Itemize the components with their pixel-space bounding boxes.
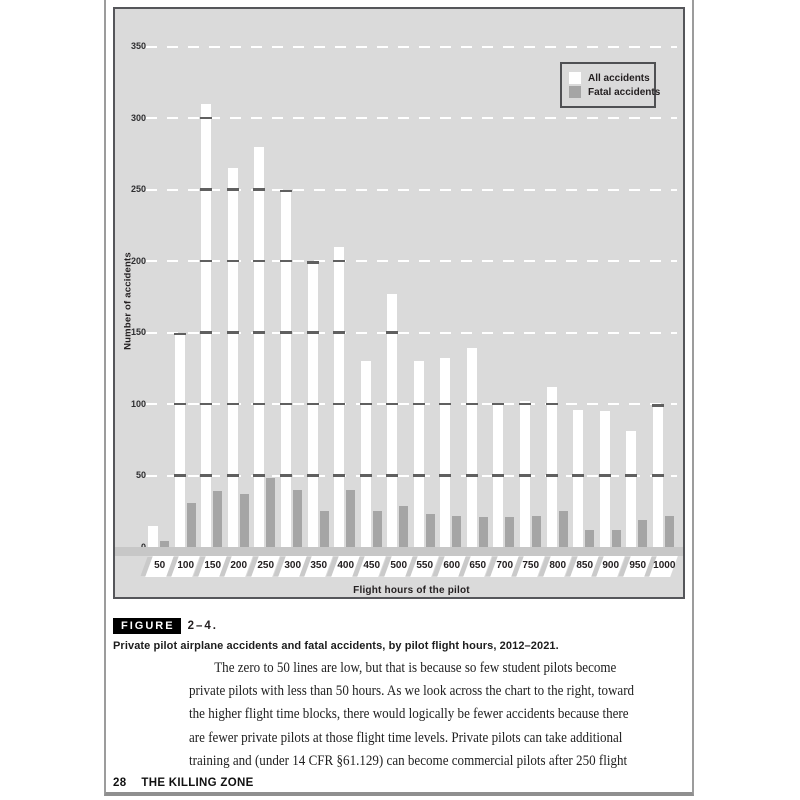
gridline-tick-on-bar: [200, 260, 212, 263]
bar-fatal-accidents-350: [320, 511, 329, 547]
gridline-tick-on-bar: [253, 474, 265, 477]
gridline-tick-on-bar: [492, 403, 504, 406]
x-tick-label-100: 100: [177, 560, 195, 571]
bar-fatal-accidents-450: [373, 511, 382, 547]
bar-all-accidents-450: [361, 361, 371, 547]
x-tick-tab-750: [517, 556, 546, 577]
gridline-tick-on-bar: [333, 331, 345, 334]
bar-all-accidents-400: [334, 247, 344, 547]
gridline-tick-on-bar: [572, 474, 584, 477]
x-tick-tab-400: [331, 556, 360, 577]
x-tick-tab-700: [490, 556, 519, 577]
chart-figure: [113, 7, 685, 599]
chart-legend: [560, 62, 661, 108]
x-tick-tab-500: [384, 556, 413, 577]
gridline-tick-on-bar: [546, 474, 558, 477]
gridline-tick-on-bar: [360, 403, 372, 406]
x-tick-label-400: 400: [336, 560, 354, 571]
gridline-tick-on-bar: [280, 260, 292, 263]
body-text-line: the higher flight time blocks, there would logically be fewer accidents because there: [189, 706, 629, 723]
gridline-tick-on-bar: [333, 260, 345, 263]
bar-fatal-accidents-250: [266, 478, 275, 547]
gridline-tick-on-bar: [280, 403, 292, 406]
figure-caption: Private pilot airplane accidents and fatal accidents, by pilot flight hours, 2012–2021.: [113, 640, 559, 652]
page-number: 28: [113, 777, 127, 789]
bar-all-accidents-250: [254, 147, 264, 547]
gridline-tick-on-bar: [307, 331, 319, 334]
legend-item-all-accidents: [569, 72, 648, 84]
x-tick-tab-1000: [649, 556, 678, 577]
x-tick-label-300: 300: [283, 560, 301, 571]
x-tick-label-500: 500: [390, 560, 407, 571]
bar-all-accidents-350: [308, 261, 318, 547]
x-tick-label-750: 750: [522, 560, 540, 571]
gridline-tick-on-bar: [307, 261, 319, 264]
x-tick-label-550: 550: [416, 560, 434, 571]
gridline-tick-on-bar: [200, 474, 212, 477]
page-footer: [113, 777, 254, 789]
x-axis-tab-row: [146, 556, 677, 577]
book-page: [104, 0, 694, 796]
figure-number: 2–4.: [187, 620, 218, 632]
y-tick-label-100: 100: [130, 398, 146, 409]
bar-fatal-accidents-950: [638, 520, 647, 547]
bar-fatal-accidents-700: [505, 517, 514, 547]
x-tick-label-200: 200: [230, 560, 248, 571]
gridline-tick-on-bar: [519, 403, 531, 406]
gridline-tick-on-bar: [519, 474, 531, 477]
x-tick-tab-100: [171, 556, 200, 577]
x-tick-tab-550: [410, 556, 439, 577]
gridline-tick-on-bar: [439, 474, 451, 477]
gridline-tick-on-bar: [200, 403, 212, 406]
baseline-floor-band: [115, 547, 683, 556]
bar-all-accidents-800: [547, 387, 557, 547]
bar-all-accidents-50: [148, 526, 158, 547]
gridline-tick-on-bar: [200, 117, 212, 120]
bar-fatal-accidents-150: [213, 491, 222, 547]
gridline-tick-on-bar: [253, 260, 265, 263]
bar-all-accidents-300: [281, 190, 291, 548]
bar-all-accidents-100: [175, 333, 185, 548]
x-tick-tab-600: [437, 556, 466, 577]
legend-item-fatal-accidents: [569, 86, 661, 98]
bar-fatal-accidents-100: [187, 503, 196, 547]
gridline-250: [146, 189, 677, 191]
gridline-tick-on-bar: [227, 403, 239, 406]
running-head: THE KILLING ZONE: [141, 777, 254, 789]
bar-all-accidents-650: [467, 348, 477, 547]
x-tick-tab-900: [596, 556, 625, 577]
figure-badge: FIGURE: [113, 618, 181, 634]
gridline-tick-on-bar: [253, 188, 265, 191]
gridline-tick-on-bar: [439, 403, 451, 406]
gridline-50: [146, 475, 677, 477]
x-tick-label-800: 800: [549, 560, 567, 571]
gridline-tick-on-bar: [386, 331, 398, 334]
x-tick-tab-200: [225, 556, 254, 577]
gridline-tick-on-bar: [466, 474, 478, 477]
x-tick-tab-800: [543, 556, 572, 577]
y-axis-title: Number of accidents: [122, 252, 134, 350]
bar-all-accidents-150: [201, 104, 211, 547]
gridline-200: [146, 260, 677, 262]
gridline-tick-on-bar: [307, 474, 319, 477]
legend-swatch-all-accidents: [569, 72, 581, 84]
gridline-tick-on-bar: [386, 474, 398, 477]
bar-all-accidents-500: [387, 294, 397, 547]
x-tick-label-350: 350: [310, 560, 328, 571]
gridline-tick-on-bar: [625, 474, 637, 477]
body-text-line: private pilots with less than 50 hours. As we look across the chart to the right, toward: [189, 683, 635, 700]
x-tick-tab-250: [251, 556, 280, 577]
x-tick-label-50: 50: [153, 560, 166, 571]
y-tick-label-150: 150: [130, 327, 146, 337]
bar-fatal-accidents-600: [452, 516, 461, 547]
bar-fatal-accidents-650: [479, 517, 488, 547]
legend-label: Fatal accidents: [588, 86, 661, 98]
bar-fatal-accidents-550: [426, 514, 435, 547]
gridline-tick-on-bar: [227, 260, 239, 263]
bar-fatal-accidents-750: [532, 516, 541, 547]
gridline-tick-on-bar: [280, 331, 292, 334]
gridline-tick-on-bar: [174, 403, 186, 406]
gridline-tick-on-bar: [333, 403, 345, 406]
x-tick-label-450: 450: [363, 560, 381, 571]
x-tick-tab-350: [304, 556, 333, 577]
y-tick-label-250: 250: [130, 184, 146, 194]
bar-all-accidents-600: [440, 358, 450, 547]
gridline-350: [146, 46, 677, 48]
x-tick-tab-300: [278, 556, 307, 577]
gridline-tick-on-bar: [360, 474, 372, 477]
bar-all-accidents-750: [520, 401, 530, 547]
y-tick-label-350: 350: [130, 41, 146, 51]
x-tick-label-700: 700: [496, 560, 513, 571]
figure-label: [113, 616, 218, 634]
y-tick-label-50: 50: [135, 470, 146, 480]
bar-all-accidents-200: [228, 168, 238, 547]
bar-all-accidents-700: [493, 403, 503, 547]
legend-swatch-fatal-accidents: [569, 86, 581, 98]
gridline-tick-on-bar: [413, 403, 425, 406]
bar-all-accidents-900: [600, 411, 610, 547]
x-tick-label-650: 650: [469, 560, 487, 571]
bar-fatal-accidents-900: [612, 530, 621, 547]
y-tick-label-200: 200: [130, 255, 146, 266]
bar-all-accidents-550: [414, 361, 424, 547]
gridline-100: [146, 403, 677, 405]
gridline-tick-on-bar: [253, 331, 265, 334]
x-axis-title: Flight hours of the pilot: [353, 585, 470, 596]
gridline-tick-on-bar: [227, 474, 239, 477]
bar-fatal-accidents-800: [559, 511, 568, 547]
gridline-tick-on-bar: [333, 474, 345, 477]
gridline-tick-on-bar: [227, 188, 239, 191]
legend-label: All accidents: [588, 72, 650, 84]
bar-fatal-accidents-400: [346, 490, 355, 547]
gridline-tick-on-bar: [492, 474, 504, 477]
gridline-tick-on-bar: [307, 403, 319, 406]
gridline-tick-on-bar: [280, 474, 292, 477]
gridline-tick-on-bar: [174, 333, 186, 336]
gridline-tick-on-bar: [386, 403, 398, 406]
gridline-tick-on-bar: [280, 190, 292, 193]
gridline-tick-on-bar: [227, 331, 239, 334]
x-tick-tab-950: [623, 556, 652, 577]
chart-plot-background: [115, 9, 683, 597]
gridline-tick-on-bar: [200, 188, 212, 191]
body-text-line: training and (under 14 CFR §61.129) can become commercial pilots after 250 flight: [189, 752, 628, 769]
x-tick-label-950: 950: [629, 560, 646, 571]
x-tick-tab-50: [145, 556, 174, 577]
gridline-tick-on-bar: [253, 403, 265, 406]
body-text-line: The zero to 50 lines are low, but that is because so few student pilots become: [214, 660, 617, 676]
body-text-line: are fewer private pilots at those flight time levels. Private pilots can take additional: [189, 729, 623, 746]
x-tick-label-600: 600: [443, 560, 460, 571]
x-tick-tab-650: [464, 556, 493, 577]
bar-all-accidents-950: [626, 431, 636, 547]
gridline-150: [146, 332, 677, 334]
bar-fatal-accidents-1000: [665, 516, 674, 547]
x-tick-tab-150: [198, 556, 227, 577]
y-tick-label-300: 300: [130, 112, 146, 123]
x-tick-label-1000: 1000: [653, 560, 676, 571]
bar-all-accidents-1000: [653, 404, 663, 547]
gridline-tick-on-bar: [599, 474, 611, 477]
x-tick-label-850: 850: [575, 560, 593, 571]
bar-fatal-accidents-500: [399, 506, 408, 547]
gridline-tick-on-bar: [200, 331, 212, 334]
x-tick-tab-850: [570, 556, 599, 577]
x-tick-label-900: 900: [602, 560, 620, 571]
x-tick-label-250: 250: [257, 560, 274, 571]
bar-fatal-accidents-300: [293, 490, 302, 547]
x-tick-tab-450: [357, 556, 386, 577]
bar-fatal-accidents-200: [240, 494, 249, 547]
body-paragraph: [189, 657, 639, 773]
x-tick-label-150: 150: [204, 560, 221, 571]
gridline-tick-on-bar: [413, 474, 425, 477]
gridline-tick-on-bar: [466, 403, 478, 406]
gridline-tick-on-bar: [652, 404, 664, 407]
gridline-tick-on-bar: [546, 403, 558, 406]
gridline-tick-on-bar: [174, 474, 186, 477]
gridline-300: [146, 117, 677, 119]
bar-all-accidents-850: [573, 410, 583, 547]
bar-fatal-accidents-850: [585, 530, 594, 547]
gridline-tick-on-bar: [652, 474, 664, 477]
